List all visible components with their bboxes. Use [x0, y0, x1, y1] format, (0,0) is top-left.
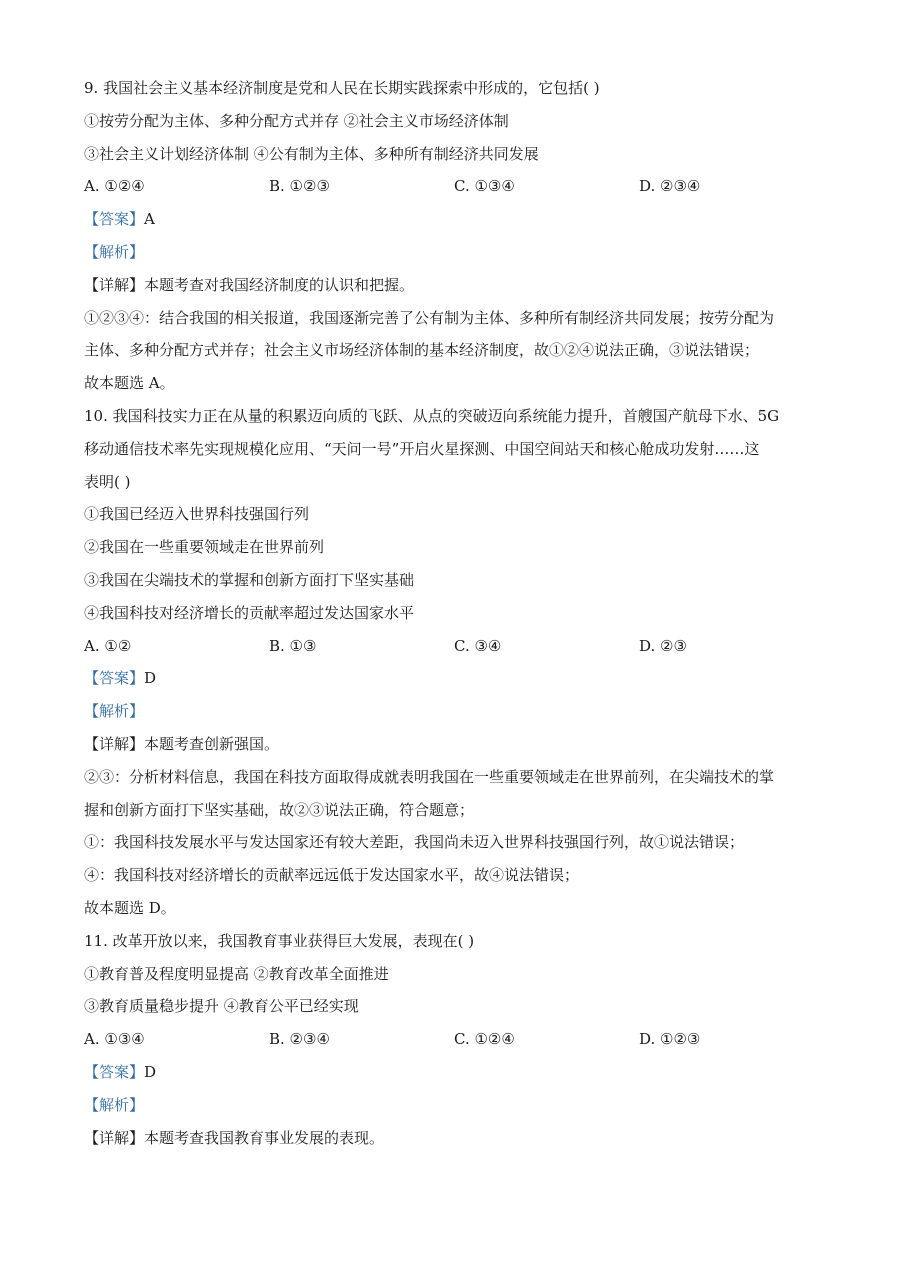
analysis-tag: 【解析】 — [84, 242, 145, 261]
q9-detail-text: 本题考查对我国经济制度的认识和把握。 — [144, 275, 415, 294]
answer-tag: 【答案】 — [84, 210, 145, 229]
q11-choices — [84, 1023, 829, 1056]
q9-choice-a: A. ①②④ — [84, 177, 145, 196]
q10-stem-1: 10. 我国科技实力正在从量的积累迈向质的飞跃、从点的突破迈向系统能力提升，首艘国产航母下水、5G — [84, 406, 780, 425]
q11-options-line-1: ①教育普及程度明显提高 ②教育改革全面推进 — [84, 964, 389, 983]
answer-tag: 【答案】 — [84, 1062, 145, 1081]
q10-explanation-3: ①：我国科技发展水平与发达国家还有较大差距，我国尚未迈入世界科技强国行列，故①说法错误； — [84, 833, 745, 852]
q9-explanation-3: 故本题选 A。 — [84, 374, 175, 393]
q10-explanation-5: 故本题选 D。 — [84, 898, 176, 917]
q11-choice-c: C. ①②④ — [454, 1030, 515, 1049]
q10-explanation-1: ②③：分析材料信息，我国在科技方面取得成就表明我国在一些重要领域走在世界前列，在尖端技术的掌 — [84, 767, 775, 786]
q11-choice-a: A. ①③④ — [84, 1030, 145, 1049]
q10-choice-d: D. ②③ — [639, 636, 687, 655]
q10-choices — [84, 630, 829, 663]
q9-answer-value: A — [144, 210, 155, 229]
q10-answer-value: D — [144, 669, 157, 688]
q11-answer-value: D — [144, 1062, 157, 1081]
q10-answer — [84, 662, 829, 695]
q11-detail — [84, 1122, 829, 1155]
analysis-tag: 【解析】 — [84, 702, 145, 721]
q10-choice-c: C. ③④ — [454, 636, 502, 655]
analysis-tag: 【解析】 — [84, 1095, 145, 1114]
q9-explanation-2: 主体、多种分配方式并存；社会主义市场经济体制的基本经济制度，故①②④说法正确，③说法错误； — [84, 341, 760, 360]
q10-option-4: ④我国科技对经济增长的贡献率超过发达国家水平 — [84, 603, 415, 622]
q9-choice-c: C. ①③④ — [454, 177, 515, 196]
q10-analysis — [84, 695, 829, 728]
q11-detail-text: 本题考查我国教育事业发展的表现。 — [144, 1128, 385, 1147]
q9-detail — [84, 269, 829, 302]
q9-choice-d: D. ②③④ — [639, 177, 701, 196]
q9-choices — [84, 170, 829, 203]
q10-explanation-2: 握和创新方面打下坚实基础，故②③说法正确，符合题意； — [84, 800, 475, 819]
q10-option-3: ③我国在尖端技术的掌握和创新方面打下坚实基础 — [84, 570, 415, 589]
q9-options-line-2: ③社会主义计划经济体制 ④公有制为主体、多种所有制经济共同发展 — [84, 144, 539, 163]
q10-option-1: ①我国已经迈入世界科技强国行列 — [84, 505, 310, 524]
q11-answer — [84, 1056, 829, 1089]
q10-option-2: ②我国在一些重要领域走在世界前列 — [84, 538, 325, 557]
detail-tag: 【详解】 — [84, 1128, 145, 1147]
q11-stem: 11. 改革开放以来，我国教育事业获得巨大发展，表现在( ) — [84, 931, 475, 950]
q10-stem-3: 表明( ) — [84, 472, 131, 491]
q9-explanation-1: ①②③④：结合我国的相关报道，我国逐渐完善了公有制为主体、多种所有制经济共同发展；按劳分配为 — [84, 308, 775, 327]
q10-detail-text: 本题考查创新强国。 — [144, 734, 280, 753]
document-page — [84, 72, 829, 1154]
q11-options-line-2: ③教育质量稳步提升 ④教育公平已经实现 — [84, 997, 359, 1016]
answer-tag: 【答案】 — [84, 669, 145, 688]
q11-choice-b: B. ②③④ — [269, 1030, 330, 1049]
q9-options-line-1: ①按劳分配为主体、多种分配方式并存 ②社会主义市场经济体制 — [84, 111, 509, 130]
q9-answer — [84, 203, 829, 236]
q9-stem: 9. 我国社会主义基本经济制度是党和人民在长期实践探索中形成的，它包括( ) — [84, 79, 600, 97]
detail-tag: 【详解】 — [84, 275, 145, 294]
q9-choice-b: B. ①②③ — [269, 177, 330, 196]
q10-stem-2: 移动通信技术率先实现规模化应用、“天问一号”开启火星探测、中国空间站天和核心舱成功发射……这 — [84, 439, 760, 458]
q10-choice-b: B. ①③ — [269, 636, 317, 655]
q11-analysis — [84, 1089, 829, 1122]
q10-explanation-4: ④：我国科技对经济增长的贡献率远远低于发达国家水平，故④说法错误； — [84, 866, 580, 885]
q9-analysis — [84, 236, 829, 269]
detail-tag: 【详解】 — [84, 734, 145, 753]
q10-detail — [84, 728, 829, 761]
q10-choice-a: A. ①② — [84, 636, 132, 655]
q11-choice-d: D. ①②③ — [639, 1030, 701, 1049]
